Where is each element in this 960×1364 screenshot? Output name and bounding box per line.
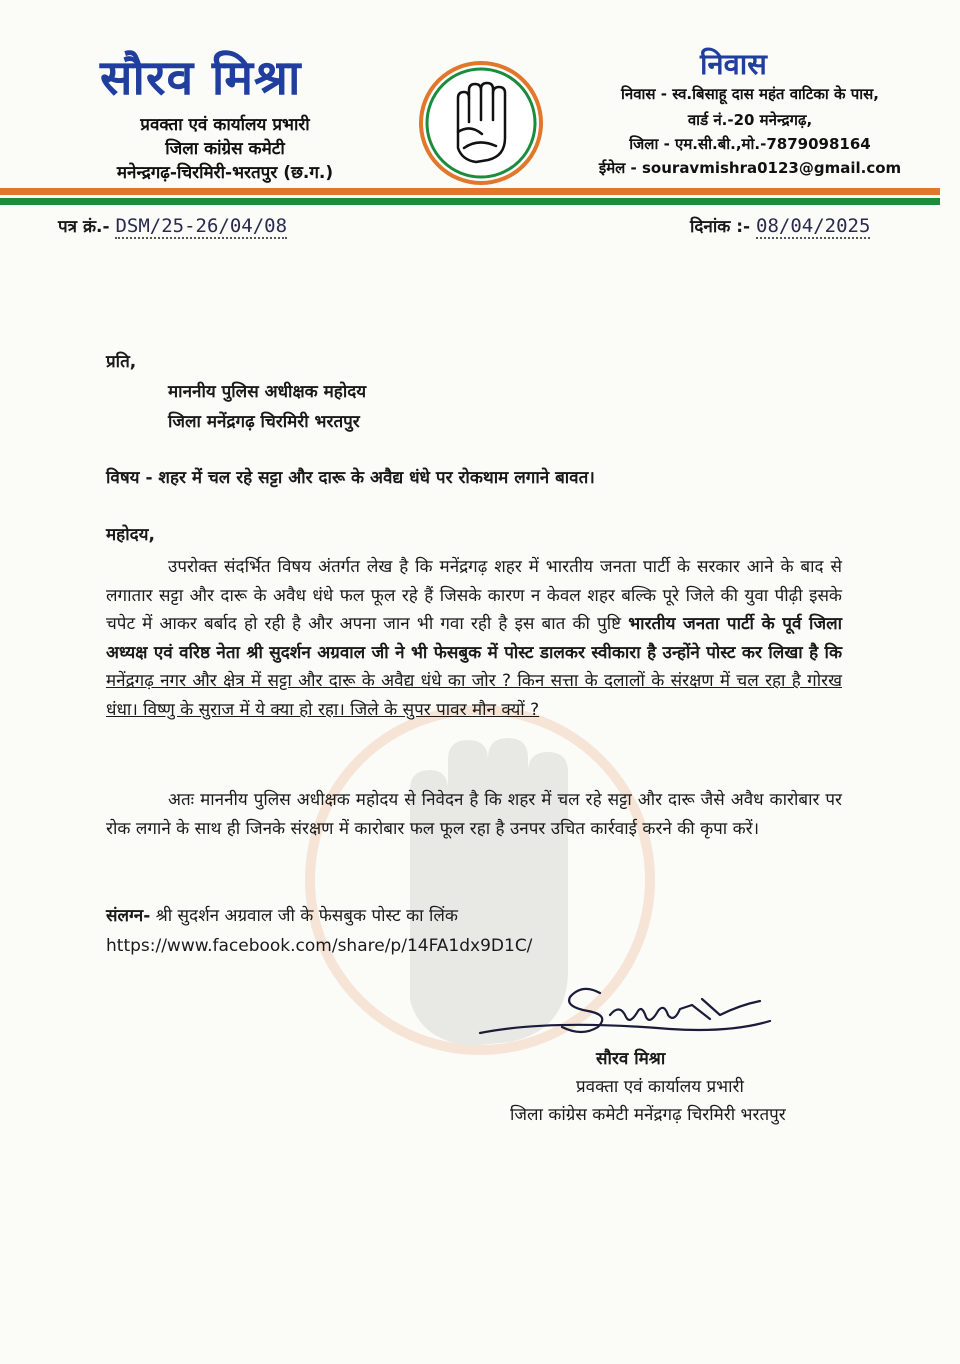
date-label: दिनांक :- [690, 217, 751, 237]
address-line-1: निवास - स्व.बिसाहू दास महंत वाटिका के पास, [621, 85, 879, 103]
reference-label: पत्र क्रं.- [58, 217, 110, 237]
green-stripe [0, 198, 940, 205]
salutation: महोदय, [106, 525, 155, 545]
reference-number [58, 214, 287, 239]
letterhead-committee: जिला कांग्रेस कमेटी [165, 139, 285, 159]
address-line-2: वार्ड नं.-20 मनेन्द्रगढ़, [687, 111, 813, 129]
saffron-stripe [0, 188, 940, 195]
enclosure-label: संलग्न- [106, 906, 151, 926]
quoted-facebook-post: मनेंद्रगढ़ नगर और क्षेत्र में सट्टा और दारू के अवैद्य धंधे का जोर ? किन सत्ता के दलालों के संरक्षण में चल रहा है गोरख धंधा। विष्णु के सुराज में ये क्या हो रहा। जिले के सुपर पावर मौन क्यों ? [106, 671, 842, 720]
enclosure-description: श्री सुदर्शन अग्रवाल जी के फेसबुक पोस्ट का लिंक [155, 906, 458, 926]
enclosure-line [106, 902, 458, 931]
date-value: 08/04/2025 [756, 215, 871, 237]
address-line-3: जिला - एम.सी.बी.,मो.-7879098164 [629, 135, 871, 153]
subject-line: विषय - शहर में चल रहे सट्टा और दारू के अवैद्य धंधे पर रोकथाम लगाने बावत। [106, 468, 595, 488]
signatory-organization: जिला कांग्रेस कमेटी मनेंद्रगढ़ चिरमिरी भरतपुर [510, 1105, 786, 1125]
letterhead-place: मनेन्द्रगढ़-चिरमिरी-भरतपुर (छ.ग.) [116, 163, 334, 183]
reference-value: DSM/25-26/04/08 [115, 215, 288, 237]
paragraph-1-bold-text: भारतीय जनता पार्टी के पूर्व जिला अध्यक्ष एवं वरिष्ठ नेता श्री सुदर्शन अग्रवाल जी ने भी फेसबुक में पोस्ट डालकर स्वीकारा है उन्होंने पोस्ट कर लिखा है कि [106, 614, 843, 663]
email-line: ईमेल - souravmishra0123@gmail.com [598, 159, 902, 177]
to-label: प्रति, [106, 352, 137, 372]
handwritten-signature [470, 975, 810, 1045]
signatory-name: सौरव मिश्रा [596, 1049, 666, 1069]
body-paragraph-2: अतः माननीय पुलिस अधीक्षक महोदय से निवेदन है कि शहर में चल रहे सट्टा और दारू जैसे अवैध कारोबार पर रोक लगाने के साथ ही जिनके संरक्षण में कारोबार फल फूल रहा है उनपर उचित कार्रवाई करने की कृपा करें। [106, 790, 842, 839]
congress-hand-icon [418, 60, 544, 186]
letterhead-designation: प्रवक्ता एवं कार्यालय प्रभारी [140, 115, 310, 135]
enclosure-link[interactable]: https://www.facebook.com/share/p/14FA1dx9D1C/ [106, 936, 533, 956]
paragraph-1-text: उपरोक्त संदर्भित विषय अंतर्गत लेख है कि मनेंद्रगढ़ शहर में भारतीय जनता पार्टी के सरकार आने के बाद से लगातार सट्टा और दारू के अवैध धंधे फल फूल रहे हैं जिसके कारण न केवल शहर बल्कि पूरे जिले की युवा पीढ़ी इसके चपेट में आकर बर्बाद हो रही है और अपना जान भी गवा रही है इस बात की पुष्टि [106, 557, 842, 634]
residence-title: निवास [700, 47, 767, 81]
recipient-title: माननीय पुलिस अधीक्षक महोदय [168, 382, 367, 402]
letterhead-name: सौरव मिश्रा [100, 50, 302, 106]
recipient-location: जिला मनेंद्रगढ़ चिरमिरी भरतपुर [168, 412, 360, 432]
body-paragraph-1 [106, 553, 842, 724]
signatory-designation: प्रवक्ता एवं कार्यालय प्रभारी [576, 1077, 744, 1097]
letter-date [690, 214, 870, 239]
